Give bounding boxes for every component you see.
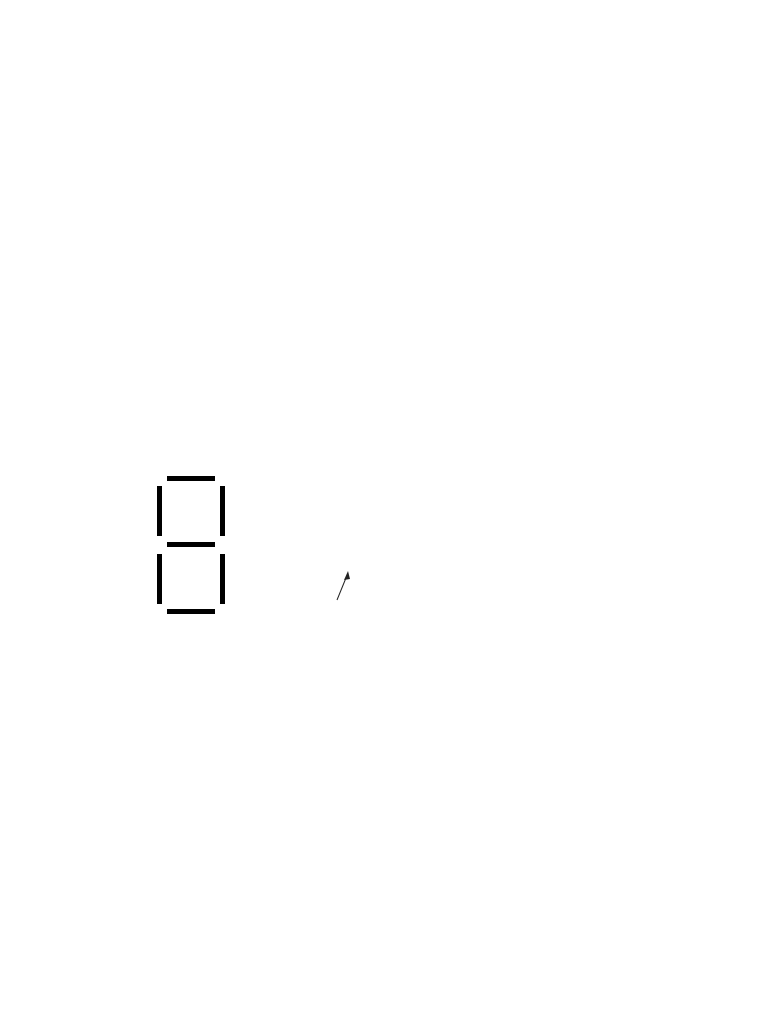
segment-f-bar bbox=[157, 486, 162, 536]
segment-g-bar bbox=[167, 542, 215, 547]
segment-b-bar bbox=[220, 486, 225, 536]
segment-a-bar bbox=[167, 476, 215, 481]
seven-segment-diagram bbox=[157, 476, 225, 614]
segment-c-bar bbox=[220, 554, 225, 604]
segment-e-bar bbox=[157, 554, 162, 604]
segment-d-bar bbox=[167, 609, 215, 614]
annotation-arrowhead bbox=[344, 571, 350, 580]
